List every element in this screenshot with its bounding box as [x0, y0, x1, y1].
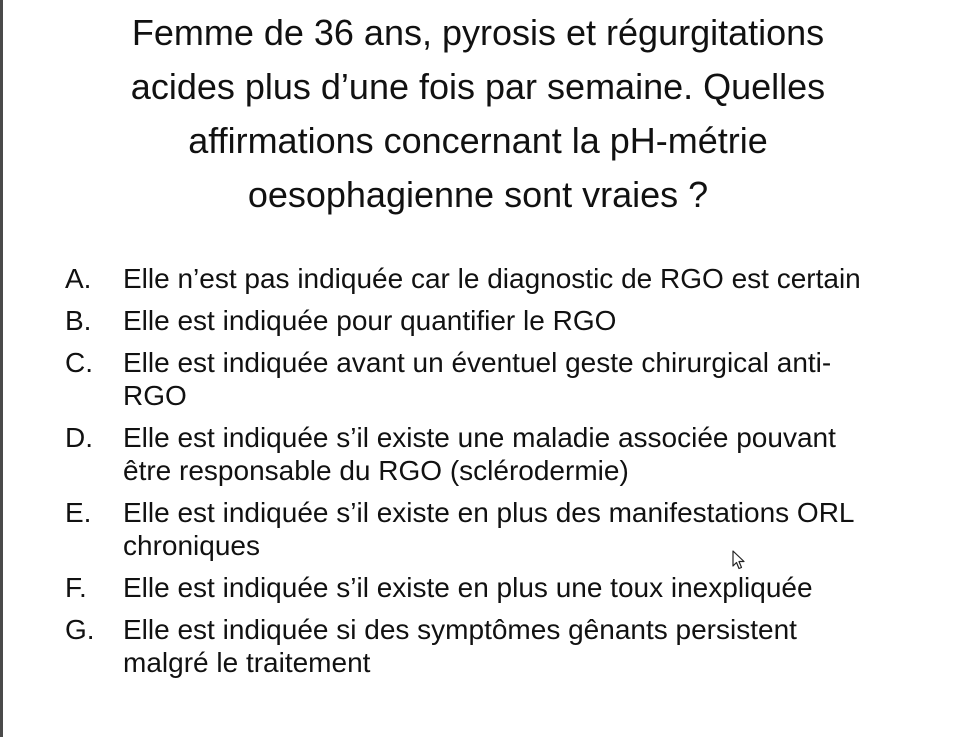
option-letter: F.: [65, 572, 87, 603]
option-text-line-1: Elle n’est pas indiquée car le diagnostic de RGO est certain: [123, 263, 861, 294]
mouse-pointer-icon: [732, 550, 746, 570]
option-text-line-2: chroniques: [123, 530, 260, 561]
option-d: [65, 421, 953, 487]
option-c: [65, 346, 953, 412]
option-text: [123, 571, 943, 604]
option-text-line-2: être responsable du RGO (sclérodermie): [123, 455, 629, 486]
option-text: [123, 262, 943, 295]
option-text-line-1: Elle est indiquée avant un éventuel geste chirurgical anti-: [123, 347, 832, 378]
option-letter: D.: [65, 422, 93, 453]
option-text: [123, 421, 943, 487]
option-text-line-1: Elle est indiquée s’il existe en plus une toux inexpliquée: [123, 572, 813, 603]
slide: [3, 0, 953, 737]
option-letter: C.: [65, 347, 93, 378]
option-letter: B.: [65, 305, 92, 336]
option-f: [65, 571, 953, 604]
question-line-2: acides plus d’une fois par semaine. Quelles: [130, 66, 826, 107]
option-text: [123, 496, 943, 562]
option-a: [65, 262, 953, 295]
option-letter: A.: [65, 263, 92, 294]
question-line-3: affirmations concernant la pH-métrie: [188, 120, 768, 161]
option-text-line-1: Elle est indiquée si des symptômes gênants persistent: [123, 614, 797, 645]
option-text-line-1: Elle est indiquée pour quantifier le RGO: [123, 305, 617, 336]
option-text-line-2: malgré le traitement: [123, 647, 371, 678]
answer-options-list: [65, 262, 953, 688]
option-text-line-1: Elle est indiquée s’il existe en plus des manifestations ORL: [123, 497, 855, 528]
option-text: [123, 304, 943, 337]
option-text-line-2: RGO: [123, 380, 187, 411]
question-title: [63, 6, 893, 222]
option-text: [123, 613, 943, 679]
option-text-line-1: Elle est indiquée s’il existe une maladie associée pouvant: [123, 422, 836, 453]
option-letter: G.: [65, 614, 95, 645]
option-letter: E.: [65, 497, 92, 528]
option-b: [65, 304, 953, 337]
question-line-1: Femme de 36 ans, pyrosis et régurgitations: [131, 12, 825, 53]
question-line-4: oesophagienne sont vraies ?: [247, 174, 709, 215]
option-text: [123, 346, 943, 412]
option-g: [65, 613, 953, 679]
option-e: [65, 496, 953, 562]
